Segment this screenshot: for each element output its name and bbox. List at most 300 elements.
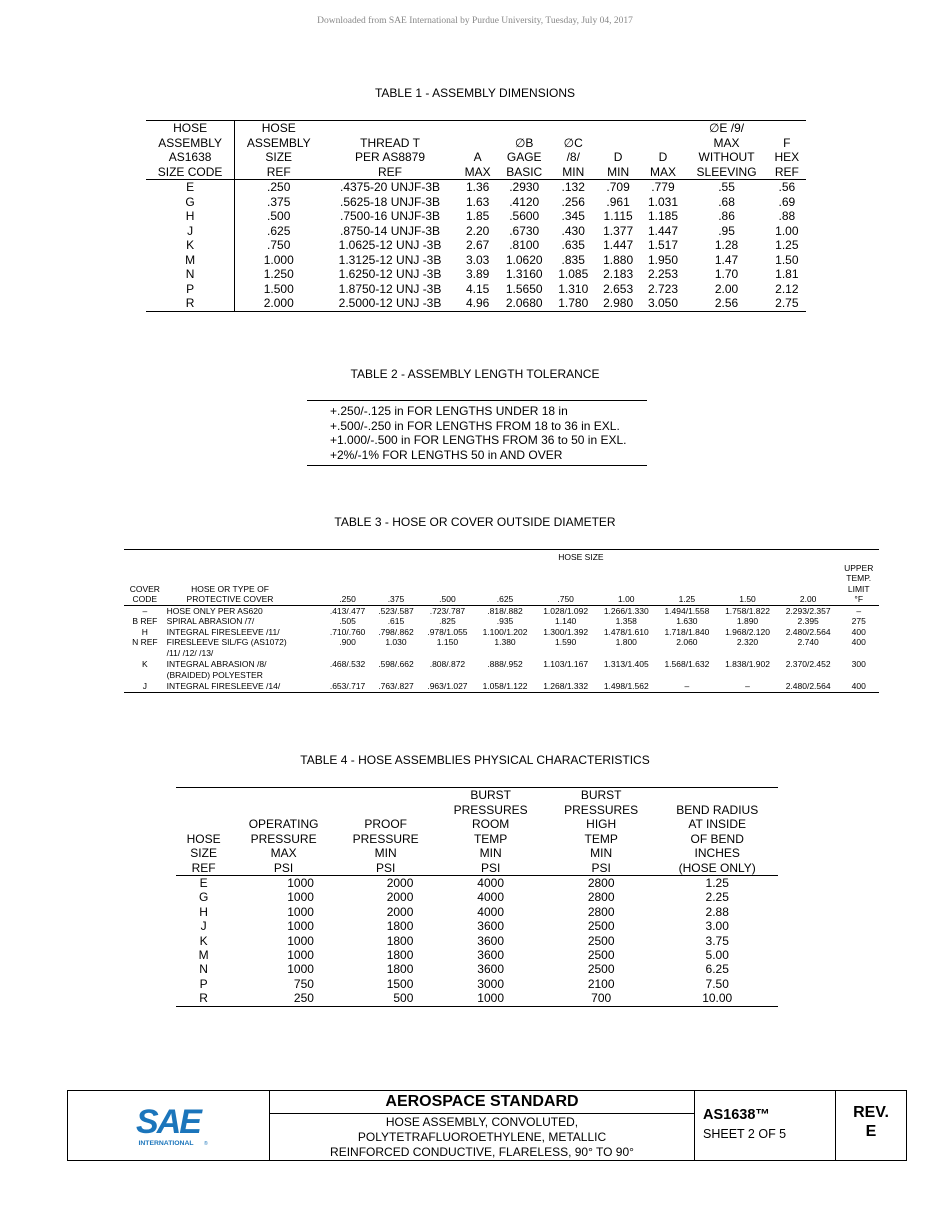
table-cell: 2.25 [705, 890, 729, 905]
diameter-value: 1.358 [615, 616, 637, 626]
cover-code: K [141, 659, 148, 669]
table-cell: .709 [606, 180, 630, 194]
table-cell: G [146, 195, 235, 210]
title-cell [270, 1091, 695, 1160]
table-cell: 1.25 [705, 876, 729, 890]
table-cell: 2500 [587, 919, 615, 934]
table-cell: H [199, 904, 208, 919]
table-row [124, 627, 879, 638]
diameter-value: .888/.952 [487, 659, 523, 669]
revision-cell [836, 1091, 906, 1160]
table-cell: N [146, 267, 235, 282]
table-cell: 1.185 [647, 209, 678, 223]
table-cell: 2500 [587, 948, 615, 963]
table-cell: 1800 [386, 933, 414, 948]
temp-limit-header: UPPER TEMP. LIMIT °F [838, 563, 879, 606]
diameter-value: 1.890 [736, 616, 759, 626]
diameter-value: 1.140 [555, 616, 577, 626]
table-cell: 1.36 [465, 180, 490, 194]
table-cell: 1.81 [775, 267, 799, 281]
table-cell: .2930 [509, 180, 540, 194]
table-cell: .345 [561, 209, 585, 223]
table-cell: 2.723 [647, 281, 678, 296]
table1-col-header: THREAD T PER AS8879 REF [322, 121, 457, 180]
table-row [124, 659, 879, 681]
table1-col-header: F HEX REF [768, 121, 806, 180]
tolerance-line: +2%/-1% FOR LENGTHS 50 in AND OVER [330, 447, 563, 462]
table-cell: 4.96 [465, 296, 490, 310]
cover-code: B REF [132, 616, 158, 626]
table3-title: TABLE 3 - HOSE OR COVER OUTSIDE DIAMETER [334, 515, 616, 529]
table-cell: P [199, 976, 208, 991]
size-header: 2.00 [778, 563, 839, 606]
size-header: 1.25 [657, 563, 718, 606]
diameter-value: 1.150 [436, 637, 459, 647]
table4-title: TABLE 4 - HOSE ASSEMBLIES PHYSICAL CHARACTERISTICS [300, 753, 650, 767]
table-cell: 2.12 [775, 281, 799, 296]
diameter-value: 1.313/1.405 [603, 659, 649, 669]
table-cell: 1000 [287, 948, 314, 963]
sheet-number: SHEET 2 OF 5 [703, 1127, 787, 1141]
blank-header [124, 550, 166, 563]
cover-description: INTEGRAL FIRESLEEVE /14/ [166, 681, 281, 691]
table4-col-header: BEND RADIUS AT INSIDE OF BEND INCHES (HOSE ONLY) [656, 788, 778, 876]
table-cell: 2.253 [647, 267, 678, 281]
table-cell: 2500 [587, 962, 615, 977]
diameter-value: 1.478/1.610 [603, 626, 649, 637]
cover-code: – [142, 605, 148, 616]
table-cell: .68 [718, 194, 735, 209]
table2-title: TABLE 2 - ASSEMBLY LENGTH TOLERANCE [350, 367, 600, 381]
diameter-value: 2.740 [797, 637, 819, 647]
table-cell: 5.00 [705, 948, 729, 963]
table-cell: 1.5650 [505, 281, 543, 296]
table-cell: 1.63 [465, 194, 490, 209]
cover-description: INTEGRAL ABRASION /8/ (BRAIDED) POLYESTER [166, 659, 267, 680]
table-cell: 2100 [587, 976, 615, 991]
temp-limit: 400 [851, 681, 866, 691]
diameter-value: 1.300/1.392 [543, 626, 589, 637]
diameter-value: 1.494/1.558 [664, 605, 710, 616]
table-cell: 3600 [477, 948, 504, 963]
table-cell: .250 [267, 180, 291, 194]
diameter-value: .505 [339, 616, 356, 626]
table-cell: 1.780 [558, 296, 589, 310]
diameter-value: .710/.760 [329, 626, 366, 637]
table-row [146, 180, 806, 195]
table-cell: R [146, 296, 235, 311]
standard-heading: AEROSPACE STANDARD [270, 1091, 694, 1114]
table-cell: .56 [778, 180, 796, 194]
table-row [146, 282, 806, 297]
table-cell: R [199, 991, 208, 1006]
table-cell: 1.517 [647, 238, 678, 252]
diameter-value: 2.293/2.357 [785, 605, 831, 616]
cover-description: INTEGRAL FIRESLEEVE /11/ [166, 626, 280, 637]
table-cell: .635 [561, 238, 585, 252]
table1-header-row [146, 121, 806, 180]
size-header: .750 [535, 563, 596, 606]
subtitle-line: POLYTETRAFLUOROETHYLENE, METALLIC [357, 1130, 607, 1144]
table-cell: .8100 [509, 238, 540, 252]
size-header: .625 [475, 563, 536, 606]
diameter-value: .798/.862 [378, 626, 414, 637]
table-cell: 2.000 [263, 296, 294, 310]
table-cell: .256 [561, 194, 585, 209]
table-cell: 1.115 [603, 209, 633, 223]
table4-col-header: BURST PRESSURES ROOM TEMP MIN PSI [435, 788, 546, 876]
table-cell: 1000 [477, 991, 504, 1006]
table-cell: 1.70 [714, 267, 739, 281]
table-cell: 2.67 [465, 238, 490, 252]
table-cell: .88 [778, 209, 796, 223]
table-cell: .95 [718, 223, 735, 238]
table-cell: 2.653 [603, 281, 634, 296]
table-cell: G [198, 890, 209, 905]
temp-limit: 400 [851, 637, 866, 647]
table-cell: 4.15 [465, 281, 490, 296]
table-cell: 3.00 [705, 919, 729, 934]
diameter-value: .523/.587 [378, 605, 414, 616]
title-block [67, 1090, 907, 1161]
temp-limit: 275 [851, 616, 866, 626]
table-cell: 3600 [477, 933, 504, 948]
table-cell: .4120 [509, 194, 540, 209]
table-cell: 1.6250-12 UNJ -3B [338, 267, 442, 281]
diameter-value: .615 [387, 616, 405, 626]
table1-col-header: HOSE ASSEMBLY SIZE REF [235, 121, 323, 180]
table-cell: 1.000 [263, 252, 294, 267]
subtitle-line: HOSE ASSEMBLY, CONVOLUTED, [385, 1115, 579, 1129]
table-cell: .86 [718, 209, 735, 223]
table-row [176, 991, 778, 1006]
table-cell: 1.031 [647, 194, 678, 209]
table-cell: 1.3125-12 UNJ -3B [338, 252, 442, 267]
cover-code: H [141, 626, 148, 637]
table-cell: 2000 [386, 904, 414, 919]
revision-label: REV. [853, 1104, 889, 1121]
table-row [176, 890, 778, 904]
diameter-value: 1.498/1.562 [603, 681, 649, 691]
diameter-value: .963/1.027 [427, 681, 468, 691]
table-row [146, 296, 806, 311]
document-subtitle [270, 1114, 694, 1160]
table4-header-row [176, 788, 778, 876]
table3-group-row [124, 550, 879, 563]
document-number-cell [695, 1091, 836, 1160]
diameter-value: 1.568/1.632 [664, 659, 710, 669]
table-cell: 1.25 [775, 238, 799, 252]
document-number: AS1638™ [703, 1107, 770, 1123]
table-cell: 2000 [386, 876, 414, 890]
table-cell: 3600 [477, 962, 504, 977]
download-watermark: Downloaded from SAE International by Purdue University, Tuesday, July 04, 2017 [317, 16, 633, 26]
table-cell: 1.28 [714, 238, 739, 252]
table-cell: 3.050 [647, 296, 678, 310]
table-cell: 1800 [386, 962, 414, 977]
diameter-value: 2.320 [736, 637, 759, 647]
table-cell: 4000 [477, 876, 504, 890]
table-cell: .375 [267, 194, 291, 209]
diameter-value: 1.718/1.840 [664, 626, 710, 637]
diameter-value: 1.028/1.092 [543, 605, 589, 616]
table-cell: .430 [561, 223, 585, 238]
diameter-value: .825 [439, 616, 456, 626]
temp-limit: – [856, 605, 862, 616]
table-cell: M [146, 253, 235, 268]
physical-characteristics-table [176, 787, 778, 1007]
diameter-value: 2.480/2.564 [785, 681, 831, 691]
table-cell: 2.20 [465, 223, 490, 238]
table-cell: .7500-16 UNJF-3B [339, 209, 441, 223]
table-row [146, 267, 806, 282]
table-cell: 1.950 [647, 252, 678, 267]
table-cell: .750 [267, 238, 291, 252]
diameter-value: 1.058/1.122 [482, 681, 528, 691]
table-row [176, 934, 778, 948]
svg-text:INTERNATIONAL: INTERNATIONAL [138, 1140, 194, 1147]
diameter-value: .978/1.055 [427, 626, 468, 637]
table-cell: 10.00 [702, 991, 733, 1006]
table-cell: 4000 [477, 890, 504, 905]
table-cell: 1000 [287, 904, 314, 919]
table-cell: J [200, 919, 207, 934]
table-cell: 1.47 [714, 252, 739, 267]
table-cell: 3600 [477, 919, 504, 934]
table-row [176, 905, 778, 919]
table-cell: 700 [591, 991, 612, 1006]
table3-header-row [124, 563, 879, 606]
size-header: .250 [323, 563, 371, 606]
diameter-value: .723/.787 [429, 605, 466, 616]
table-row [176, 977, 778, 991]
table-cell: M [198, 948, 209, 963]
table-cell: 1.447 [603, 238, 634, 252]
diameter-value: – [684, 681, 690, 691]
table-cell: 1.085 [558, 267, 589, 281]
table-cell: P [146, 282, 235, 297]
table-cell: 2.5000-12 UNJ -3B [338, 296, 442, 310]
table-cell: 7.50 [705, 976, 729, 991]
cover-code: N REF [132, 637, 158, 647]
sae-logo [68, 1091, 269, 1160]
table-row [176, 876, 778, 891]
table-cell: 1000 [287, 933, 314, 948]
tolerance-line: +1.000/-.500 in FOR LENGTHS FROM 36 to 50 in EXL. [330, 433, 627, 447]
table-cell: H [146, 209, 235, 224]
table-cell: 2.00 [714, 281, 739, 296]
table-cell: E [199, 876, 208, 890]
table-cell: .6730 [509, 223, 540, 238]
size-header: 1.00 [596, 563, 657, 606]
table-cell: 1000 [287, 962, 314, 977]
table-cell: 2.56 [714, 296, 739, 310]
svg-text:SAE: SAE [136, 1103, 200, 1141]
table-cell: 1000 [287, 890, 314, 905]
table-cell: .5600 [509, 209, 540, 223]
table-cell: 2.0680 [505, 296, 543, 310]
table-cell: 2.183 [603, 267, 634, 281]
diameter-value: .598/.662 [378, 659, 414, 669]
table-cell: K [146, 238, 235, 253]
table-cell: .69 [778, 194, 796, 209]
table-row [146, 195, 806, 210]
table-row [176, 962, 778, 976]
diameter-value: 1.630 [676, 616, 698, 626]
diameter-value: 1.590 [555, 637, 577, 647]
table-cell: 2500 [587, 933, 615, 948]
table-cell: K [199, 933, 208, 948]
table-cell: 1.0620 [505, 252, 543, 267]
diameter-value: .763/.827 [378, 681, 414, 691]
table-cell: .500 [267, 209, 291, 223]
table-row [146, 209, 806, 224]
diameter-value: .808/.872 [429, 659, 466, 669]
table-cell: 2.88 [705, 904, 729, 919]
table-cell: 2800 [587, 904, 615, 919]
table-cell: 1.85 [465, 209, 490, 223]
outside-diameter-table [124, 549, 879, 693]
table-row [146, 224, 806, 239]
diameter-value: 1.380 [494, 637, 516, 647]
table-cell: 1.3160 [505, 267, 543, 281]
table-cell: .132 [561, 180, 585, 194]
table1-col-header: D MIN [596, 121, 641, 180]
table4-col-header: OPERATING PRESSURE MAX PSI [231, 788, 336, 876]
diameter-value: .818/.882 [487, 605, 523, 616]
table-cell: 1.00 [775, 223, 799, 238]
diameter-value: 1.100/1.202 [482, 626, 528, 637]
temp-limit: 400 [851, 626, 866, 637]
table-cell: 1.310 [558, 281, 589, 296]
table1-col-header: HOSE ASSEMBLY AS1638 SIZE CODE [146, 121, 235, 180]
assembly-dimensions-table [146, 120, 806, 312]
diameter-value: 1.266/1.330 [603, 605, 649, 616]
length-tolerance-table [307, 400, 647, 466]
size-header: .375 [372, 563, 420, 606]
table1-col-header: ∅B GAGE BASIC [498, 121, 551, 180]
cover-description: HOSE ONLY PER AS620 [166, 605, 263, 616]
cover-description: FIRESLEEVE SIL/FG (AS1072) /11/ /12/ /13/ [166, 637, 287, 658]
table-row [146, 253, 806, 268]
table-cell: 3.75 [705, 933, 729, 948]
diameter-value: .900 [339, 637, 356, 647]
table-cell: 2.75 [775, 296, 799, 310]
diameter-value: 2.370/2.452 [785, 659, 831, 669]
table-cell: 1800 [386, 919, 414, 934]
table-cell: 3.89 [465, 267, 490, 281]
hose-size-header: HOSE SIZE [558, 552, 604, 562]
table-cell: .55 [718, 180, 735, 194]
table-cell: J [146, 224, 235, 239]
diameter-value: 2.395 [797, 616, 819, 626]
diameter-value: .468/.532 [329, 659, 366, 669]
table1-col-header: D MAX [641, 121, 686, 180]
table-cell: .4375-20 UNJF-3B [339, 180, 441, 194]
cover-code-header: COVER CODE [124, 563, 166, 606]
table1-col-header: ∅C /8/ MIN [551, 121, 596, 180]
table-cell: 1.8750-12 UNJ -3B [338, 281, 442, 296]
table-cell: N [199, 962, 208, 977]
table4-col-header: HOSE SIZE REF [176, 788, 231, 876]
table-cell: 2.980 [603, 296, 634, 310]
table-cell: 1.377 [603, 223, 634, 238]
diameter-value: 1.800 [615, 637, 637, 647]
table-cell: .8750-14 UNJF-3B [339, 223, 441, 238]
table-cell: 1800 [386, 948, 414, 963]
size-header: 1.50 [717, 563, 778, 606]
table-cell: 1.250 [263, 267, 294, 281]
cover-description: SPIRAL ABRASION /7/ [166, 616, 255, 626]
table-row [124, 616, 879, 627]
cover-type-header: HOSE OR TYPE OF PROTECTIVE COVER [166, 563, 324, 606]
diameter-value: .413/.477 [329, 605, 366, 616]
table-cell: 1.447 [647, 223, 678, 238]
table-row [124, 681, 879, 692]
table-cell: 500 [393, 991, 414, 1006]
cover-code: J [142, 681, 147, 691]
table1-title: TABLE 1 - ASSEMBLY DIMENSIONS [374, 86, 576, 100]
temp-limit: 300 [851, 659, 866, 669]
diameter-value: – [745, 681, 750, 691]
diameter-value: 1.030 [385, 637, 407, 647]
diameter-value: 1.268/1.332 [543, 681, 589, 691]
table-cell: 1000 [287, 919, 314, 934]
table-row [146, 238, 806, 253]
tolerance-line: +.500/-.250 in FOR LENGTHS FROM 18 to 36 in EXL. [330, 418, 620, 433]
diameter-value: .935 [496, 616, 514, 626]
subtitle-line: REINFORCED CONDUCTIVE, FLARELESS, 90° TO 90° [330, 1145, 634, 1159]
table-cell: .625 [267, 223, 291, 238]
table-cell: .961 [606, 194, 630, 209]
table-cell: 1000 [287, 876, 314, 890]
table-cell: .5625-18 UNJF-3B [339, 194, 441, 209]
table-cell: .779 [651, 180, 675, 194]
table-cell: 3000 [477, 976, 504, 991]
table-cell: 4000 [477, 904, 504, 919]
diameter-value: 2.480/2.564 [785, 626, 831, 637]
table-row [124, 637, 879, 659]
diameter-value: .653/.717 [329, 681, 366, 691]
revision-value: E [865, 1123, 877, 1140]
table1-col-header: ∅E /9/ MAX WITHOUT SLEEVING [685, 121, 767, 180]
diameter-value: 2.060 [676, 637, 698, 647]
table-cell: 250 [293, 991, 314, 1006]
table-cell: 750 [293, 976, 314, 991]
table-cell: .835 [561, 252, 585, 267]
table-cell: 1.880 [603, 252, 634, 267]
table-cell: 1.50 [775, 252, 799, 267]
table-cell: 3.03 [465, 252, 490, 267]
diameter-value: 1.838/1.902 [725, 659, 770, 669]
sae-logo-cell [68, 1091, 270, 1160]
table4-col-header: BURST PRESSURES HIGH TEMP MIN PSI [546, 788, 657, 876]
table-row [176, 948, 778, 962]
table-cell: 1.0625-12 UNJ -3B [338, 238, 442, 252]
diameter-value: 1.103/1.167 [543, 659, 589, 669]
blank-header [166, 550, 324, 563]
size-header: .500 [420, 563, 475, 606]
table-row [176, 919, 778, 933]
table-cell: 1500 [386, 976, 414, 991]
table-cell: 6.25 [705, 962, 729, 977]
table-cell: 2800 [587, 890, 615, 905]
table1-col-header: A MAX [458, 121, 498, 180]
diameter-value: 1.968/2.120 [725, 626, 770, 637]
table-cell: 2800 [587, 876, 615, 890]
svg-text:®: ® [204, 1141, 208, 1147]
table-cell: E [146, 180, 235, 195]
